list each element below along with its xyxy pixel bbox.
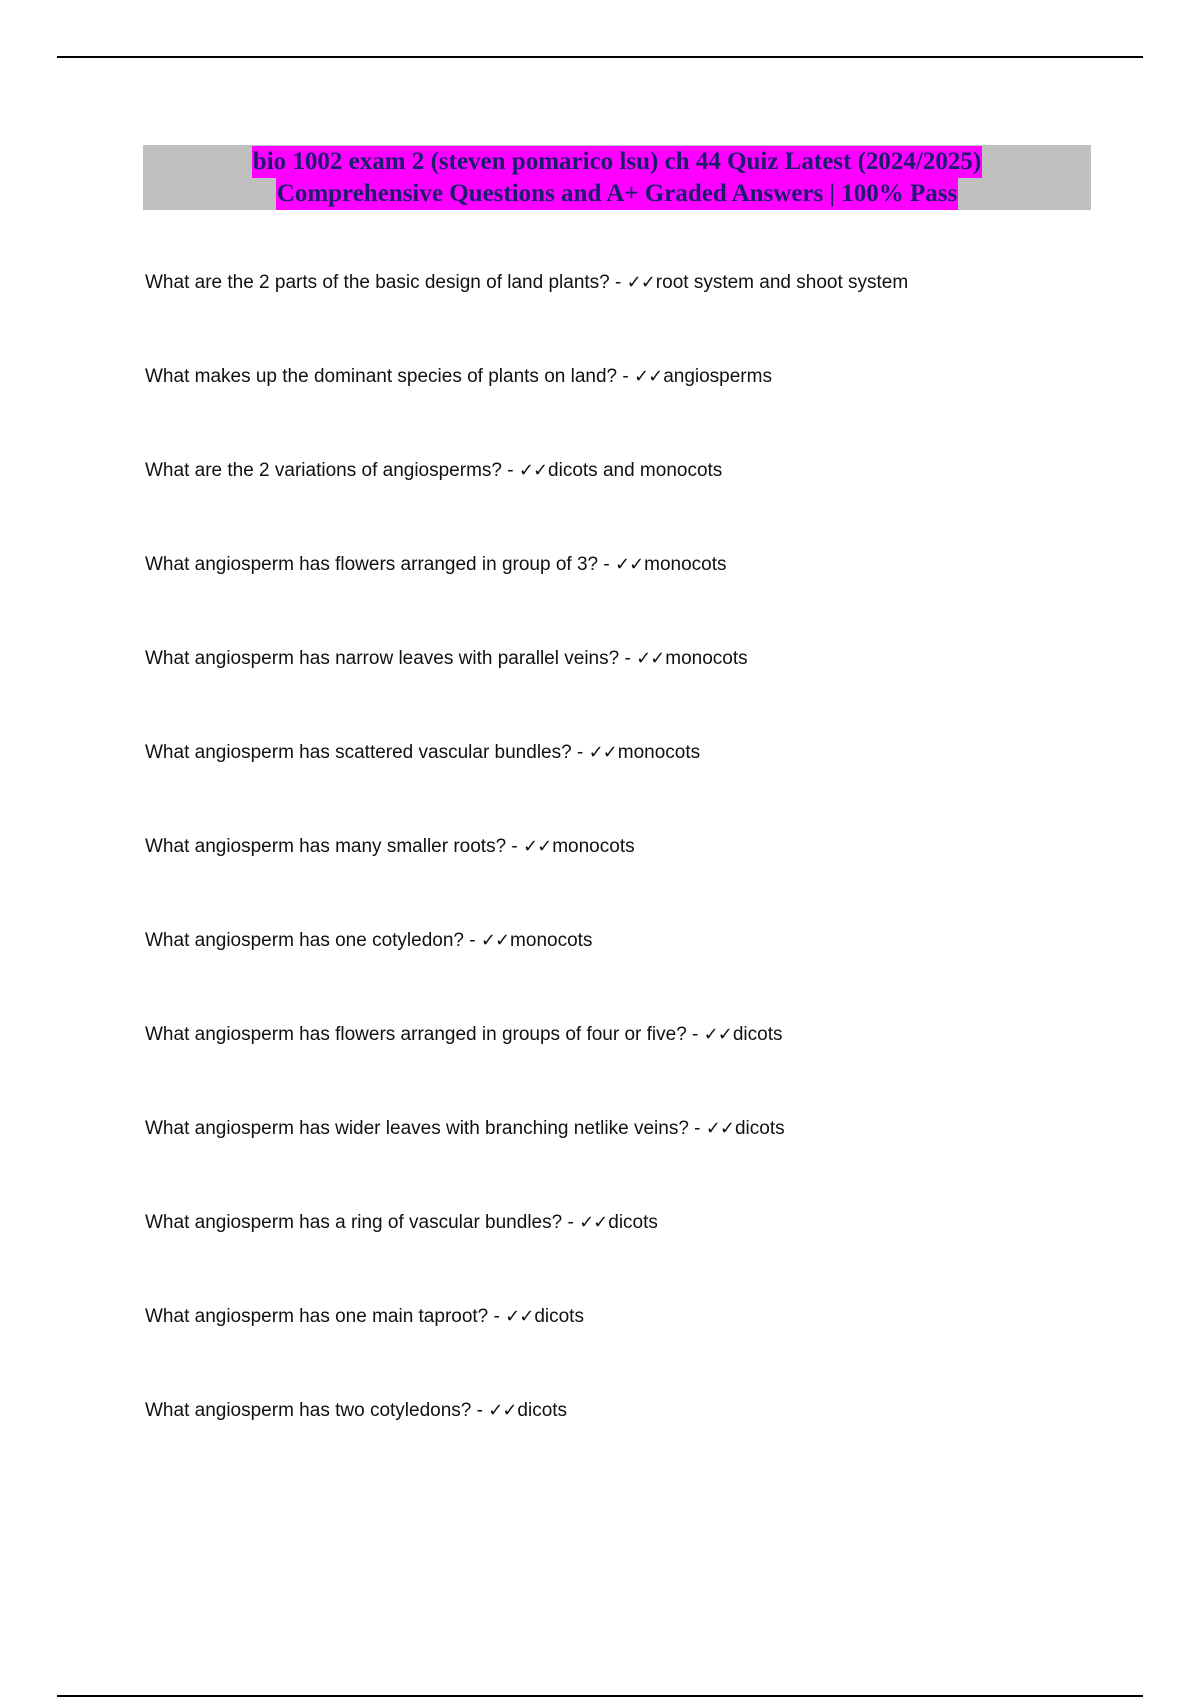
qa-item [145, 1116, 1145, 1210]
question-text: What makes up the dominant species of plants on land? [145, 366, 618, 387]
title-line-1: bio 1002 exam 2 (steven pomarico lsu) ch 44 Quiz Latest (2024/2025) [252, 146, 982, 178]
double-check-icon: ✓✓ [488, 1400, 517, 1421]
question-text: What are the 2 variations of angiosperms? [145, 460, 502, 481]
qa-item [145, 834, 1145, 928]
question-text: What angiosperm has many smaller roots? [145, 836, 507, 857]
qa-item [145, 740, 1145, 834]
answer-text: monocots [644, 554, 727, 575]
separator: - [501, 460, 519, 481]
question-text: What angiosperm has two cotyledons? [145, 1400, 472, 1421]
double-check-icon: ✓✓ [505, 1306, 534, 1327]
separator: - [488, 1306, 506, 1327]
answer-text: monocots [510, 930, 593, 951]
double-check-icon: ✓✓ [588, 742, 617, 763]
question-text: What angiosperm has flowers arranged in group of 3? [145, 554, 599, 575]
separator: - [688, 1118, 706, 1139]
qa-item [145, 364, 1145, 458]
answer-text: dicots [608, 1212, 658, 1233]
question-text: What angiosperm has a ring of vascular bundles? [145, 1212, 563, 1233]
qa-item [145, 458, 1145, 552]
double-check-icon: ✓✓ [579, 1212, 608, 1233]
double-check-icon: ✓✓ [480, 930, 510, 951]
answer-text: monocots [552, 836, 635, 857]
qa-item [145, 552, 1145, 646]
qa-item [145, 1304, 1145, 1398]
double-check-icon: ✓✓ [636, 648, 665, 669]
double-check-icon: ✓✓ [614, 554, 644, 575]
answer-text: dicots [734, 1118, 785, 1139]
answer-text: dicots [732, 1024, 783, 1045]
double-check-icon: ✓✓ [634, 366, 663, 387]
separator: - [609, 272, 627, 293]
separator: - [598, 554, 615, 575]
question-text: What are the 2 parts of the basic design of land plants? [145, 272, 610, 293]
qa-item [145, 1210, 1145, 1304]
answer-text: monocots [617, 742, 701, 763]
separator: - [686, 1024, 704, 1045]
answer-text: dicots [534, 1306, 584, 1327]
qa-item [145, 1022, 1145, 1116]
qa-item [145, 270, 1145, 364]
separator: - [571, 742, 589, 763]
answer-text: root system and shoot system [655, 272, 909, 293]
question-text: What angiosperm has wider leaves with branching netlike veins? [145, 1118, 689, 1139]
answer-text: monocots [665, 648, 748, 669]
qa-item [145, 1398, 1145, 1492]
question-text: What angiosperm has narrow leaves with parallel veins? [145, 648, 620, 669]
separator: - [471, 1400, 489, 1421]
answer-text: dicots [517, 1400, 568, 1421]
separator: - [617, 366, 635, 387]
qa-item [145, 646, 1145, 740]
double-check-icon: ✓✓ [518, 460, 548, 481]
bottom-rule [57, 1695, 1143, 1697]
question-text: What angiosperm has one cotyledon? [145, 930, 464, 951]
double-check-icon: ✓✓ [705, 1118, 734, 1139]
separator: - [619, 648, 637, 669]
double-check-icon: ✓✓ [626, 272, 655, 293]
separator: - [506, 836, 524, 857]
answer-text: dicots and monocots [548, 460, 723, 481]
double-check-icon: ✓✓ [703, 1024, 732, 1045]
question-text: What angiosperm has flowers arranged in groups of four or five? [145, 1024, 687, 1045]
qa-list [145, 270, 1145, 1492]
double-check-icon: ✓✓ [523, 836, 552, 857]
separator: - [562, 1212, 580, 1233]
separator: - [463, 930, 481, 951]
title-line-2: Comprehensive Questions and A+ Graded Answers | 100% Pass [276, 178, 958, 210]
question-text: What angiosperm has scattered vascular bundles? [145, 742, 572, 763]
top-rule [57, 56, 1143, 58]
title-banner [143, 145, 1091, 210]
qa-item [145, 928, 1145, 1022]
question-text: What angiosperm has one main taproot? [145, 1306, 489, 1327]
answer-text: angiosperms [663, 366, 772, 387]
